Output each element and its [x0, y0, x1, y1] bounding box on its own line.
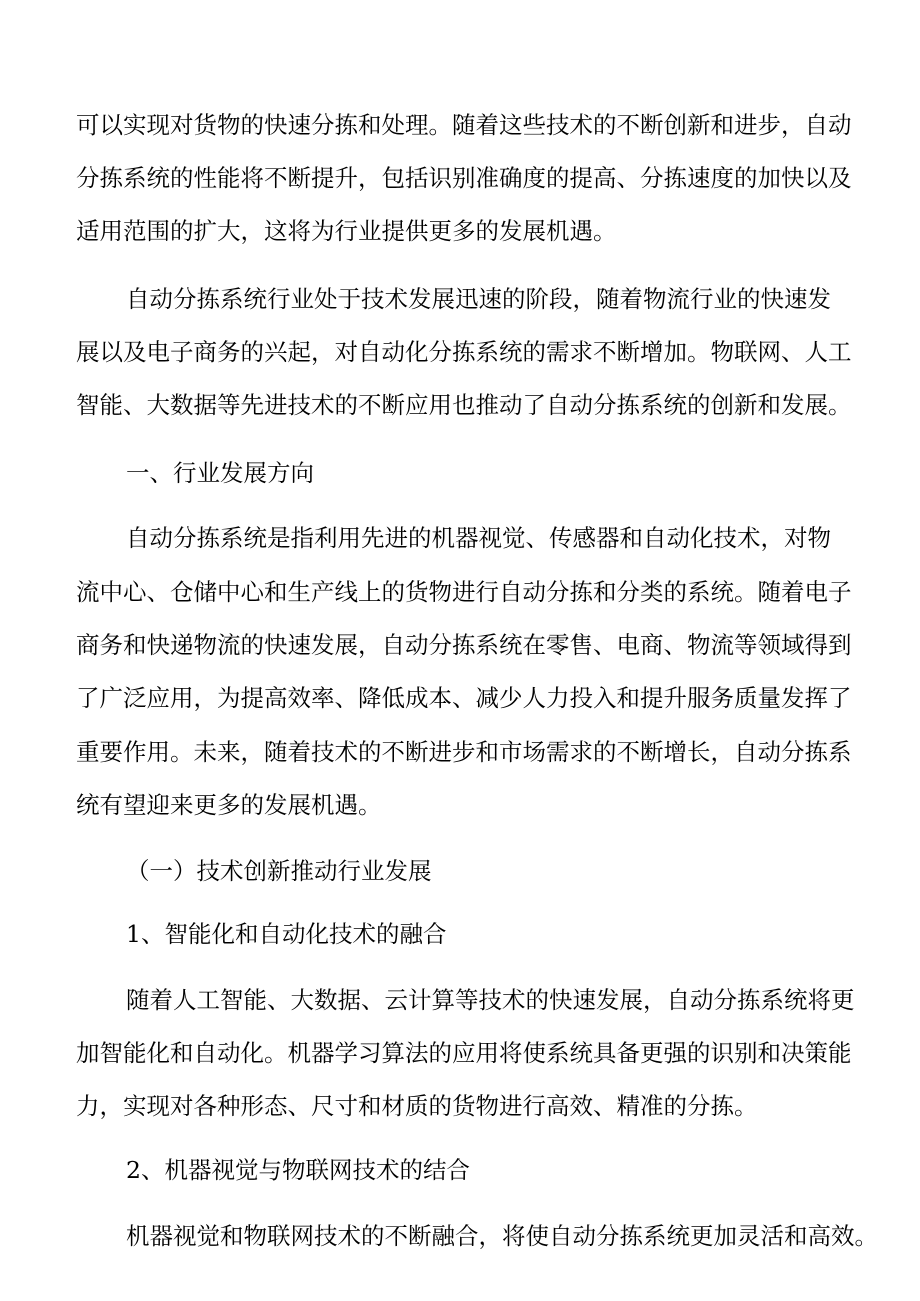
paragraph-line: 智能、大数据等先进技术的不断应用也推动了自动分拣系统的创新和发展。: [76, 391, 852, 419]
paragraph-line: 分拣系统的性能将不断提升，包括识别准确度的提高、分拣速度的加快以及: [76, 164, 852, 192]
paragraph-line: 流中心、仓储中心和生产线上的货物进行自动分拣和分类的系统。随着电子: [76, 578, 852, 606]
subsection-heading: （一）技术创新推动行业发展: [126, 857, 432, 885]
paragraph-line: 自动分拣系统是指利用先进的机器视觉、传感器和自动化技术，对物: [126, 524, 831, 552]
paragraph-line: 适用范围的扩大，这将为行业提供更多的发展机遇。: [76, 217, 617, 245]
paragraph-line: 加智能化和自动化。机器学习算法的应用将使系统具备更强的识别和决策能: [76, 1039, 852, 1067]
item-heading-1: 1、智能化和自动化技术的融合: [126, 920, 447, 948]
paragraph-line: 统有望迎来更多的发展机遇。: [76, 791, 382, 819]
paragraph-line: 机器视觉和物联网技术的不断融合，将使自动分拣系统更加灵活和高效。: [126, 1222, 878, 1250]
section-heading-1: 一、行业发展方向: [126, 459, 314, 487]
paragraph-line: 商务和快递物流的快速发展，自动分拣系统在零售、电商、物流等领域得到: [76, 631, 852, 659]
paragraph-line: 随着人工智能、大数据、云计算等技术的快速发展，自动分拣系统将更: [126, 986, 855, 1014]
paragraph-line: 重要作用。未来，随着技术的不断进步和市场需求的不断增长，自动分拣系: [76, 738, 852, 766]
paragraph-line: 了广泛应用，为提高效率、降低成本、减少人力投入和提升服务质量发挥了: [76, 684, 852, 712]
item-heading-2: 2、机器视觉与物联网技术的结合: [126, 1156, 470, 1184]
paragraph-line: 力，实现对各种形态、尺寸和材质的货物进行高效、精准的分拣。: [76, 1092, 758, 1120]
paragraph-line: 展以及电子商务的兴起，对自动化分拣系统的需求不断增加。物联网、人工: [76, 338, 852, 366]
paragraph-line: 自动分拣系统行业处于技术发展迅速的阶段，随着物流行业的快速发: [126, 285, 831, 313]
paragraph-line: 可以实现对货物的快速分拣和处理。随着这些技术的不断创新和进步，自动: [76, 111, 852, 139]
